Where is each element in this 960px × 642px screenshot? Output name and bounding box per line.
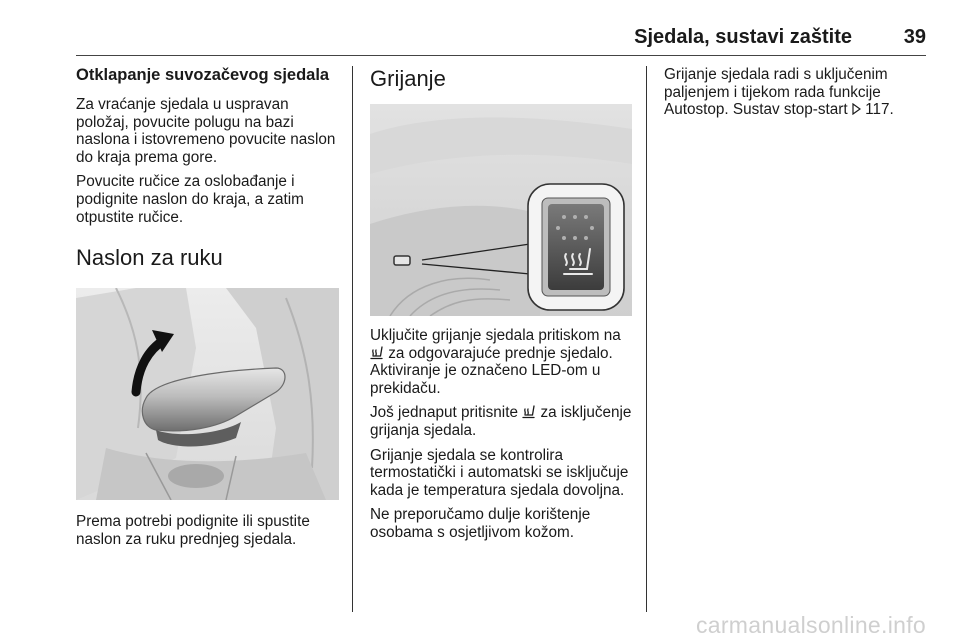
text: za odgovarajuće prednje sjedalo. Aktiviranje je označeno LED-om u prekidaču. [370, 344, 613, 397]
paragraph: Za vraćanje sjedala u uspravan položaj, povucite polugu na bazi naslona i istovremeno povucite naslon do kraja prema gore. [76, 96, 336, 166]
paragraph: Ne preporučamo dulje korištenje osobama s osjetljivom kožom. [370, 506, 591, 541]
watermark: carmanualsonline.info [695, 612, 926, 638]
page-reference-arrow-icon [852, 102, 861, 114]
text: 117. [860, 101, 894, 119]
paragraph: Povucite ručice za oslobađanje i podignite naslon do kraja, a zatim otpustite ručice. [76, 173, 304, 226]
header-title: Sjedala, sustavi zaštite [634, 26, 852, 48]
seat-heating-icon [370, 346, 384, 360]
text: za isključenje grijanja sjedala. [370, 404, 632, 439]
text: Grijanje sjedala radi s uključenim paljenjem i tijekom rada funkcije Autostop. Sustav stop-start [664, 66, 888, 119]
section-heading-heating: Grijanje [370, 66, 446, 91]
column-right [664, 66, 928, 126]
text: Uključite grijanje sjedala pritiskom na [370, 327, 621, 344]
paragraph: Grijanje sjedala se kontrolira termostatički i automatski se isključuje kada je temperatura sjedala dovoljna. [370, 446, 629, 499]
seat-heating-switch-illustration [370, 104, 632, 316]
header-rule [76, 55, 926, 56]
section-heading-armrest: Naslon za ruku [76, 245, 223, 271]
page-header [76, 26, 926, 54]
column-middle [370, 66, 634, 549]
paragraph-deactivate-heating [370, 404, 634, 439]
page-number: 39 [903, 26, 926, 48]
paragraph-autostop [664, 66, 928, 119]
seat-heating-icon [522, 405, 536, 419]
text: Još jednaput pritisnite [370, 404, 523, 422]
column-left [76, 66, 340, 555]
armrest-illustration [76, 288, 339, 500]
section-heading-passenger-seat: Otklapanje suvozačevog sjedala [76, 66, 330, 84]
paragraph: Prema potrebi podignite ili spustite naslon za ruku prednjeg sjedala. [76, 513, 310, 548]
column-divider [646, 66, 647, 612]
column-divider [352, 66, 353, 612]
paragraph-activate-heating [370, 327, 634, 397]
